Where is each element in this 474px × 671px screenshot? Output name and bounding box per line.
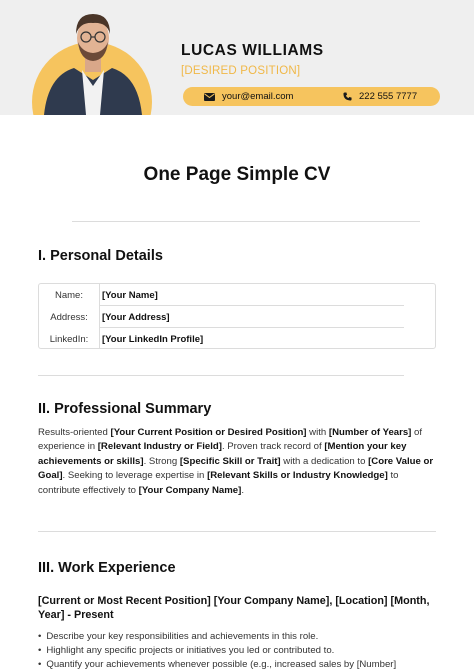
row-value: [Your LinkedIn Profile]: [102, 334, 204, 345]
table-row: [39, 306, 435, 328]
row-value: [Your Address]: [102, 312, 170, 323]
contact-bar: [183, 87, 440, 106]
desired-position: [DESIRED POSITION]: [181, 65, 301, 77]
email-contact[interactable]: [204, 87, 293, 106]
summary-placeholder: [Mention your key achievements or skills]: [38, 441, 407, 467]
job-title: [Current or Most Recent Position] [Your Company Name], [Location] [Month, Year] - Present: [38, 595, 430, 621]
summary-text-run: to contribute effectively to: [38, 470, 399, 496]
row-label: LinkedIn:: [49, 334, 89, 345]
table-row: [39, 328, 435, 350]
envelope-icon: [204, 93, 215, 101]
work-bullet-list: [38, 630, 448, 671]
summary-text-run: with: [306, 427, 329, 438]
profile-photo: [38, 6, 148, 115]
list-item: • Highlight any specific projects or initiatives you led or contributed to.: [38, 644, 448, 658]
list-item: • Describe your key responsibilities and achievements in this role.: [38, 630, 448, 644]
cv-header: [0, 0, 474, 115]
document-title: One Page Simple CV: [143, 164, 331, 185]
summary-placeholder: [Specific Skill or Trait]: [179, 455, 281, 467]
candidate-name: LUCAS WILLIAMS: [181, 42, 324, 59]
divider: [38, 375, 404, 376]
summary-placeholder: [Relevant Industry or Field]: [97, 441, 222, 453]
summary-text-run: . Proven track record of: [221, 441, 325, 453]
phone-contact[interactable]: [343, 87, 417, 106]
section-heading-work-experience: III. Work Experience: [38, 560, 176, 576]
summary-placeholder: [Your Company Name]: [138, 484, 242, 496]
personal-details-table: [38, 283, 436, 349]
summary-text-run: .: [241, 484, 244, 496]
row-label: Name:: [55, 290, 83, 301]
table-row: [39, 284, 435, 306]
section-heading-personal-details: I. Personal Details: [38, 248, 163, 264]
row-label: Address:: [50, 312, 88, 323]
professional-summary-text: [38, 426, 438, 498]
list-item: • Quantify your achievements whenever possible (e.g., increased sales by [Number]: [38, 658, 448, 671]
summary-text-run: with a dedication to: [280, 455, 369, 467]
section-heading-professional-summary: II. Professional Summary: [38, 401, 212, 417]
summary-placeholder: [Relevant Skills or Industry Knowledge]: [207, 470, 388, 482]
summary-placeholder: [Number of Years]: [328, 427, 412, 438]
row-value: [Your Name]: [102, 290, 158, 301]
summary-placeholder: [Core Value or Goal]: [38, 455, 434, 482]
phone-text: 222 555 7777: [359, 91, 418, 102]
summary-text-run: of experience in: [38, 427, 423, 453]
summary-text-run: Results-oriented: [38, 427, 111, 438]
email-text: your@email.com: [222, 91, 294, 102]
summary-text-run: . Strong: [143, 455, 180, 467]
divider: [72, 221, 420, 222]
summary-text-run: . Seeking to leverage expertise in: [62, 470, 208, 482]
summary-placeholder: [Your Current Position or Desired Position]: [110, 427, 307, 438]
divider: [38, 531, 436, 532]
phone-icon: [343, 92, 352, 101]
